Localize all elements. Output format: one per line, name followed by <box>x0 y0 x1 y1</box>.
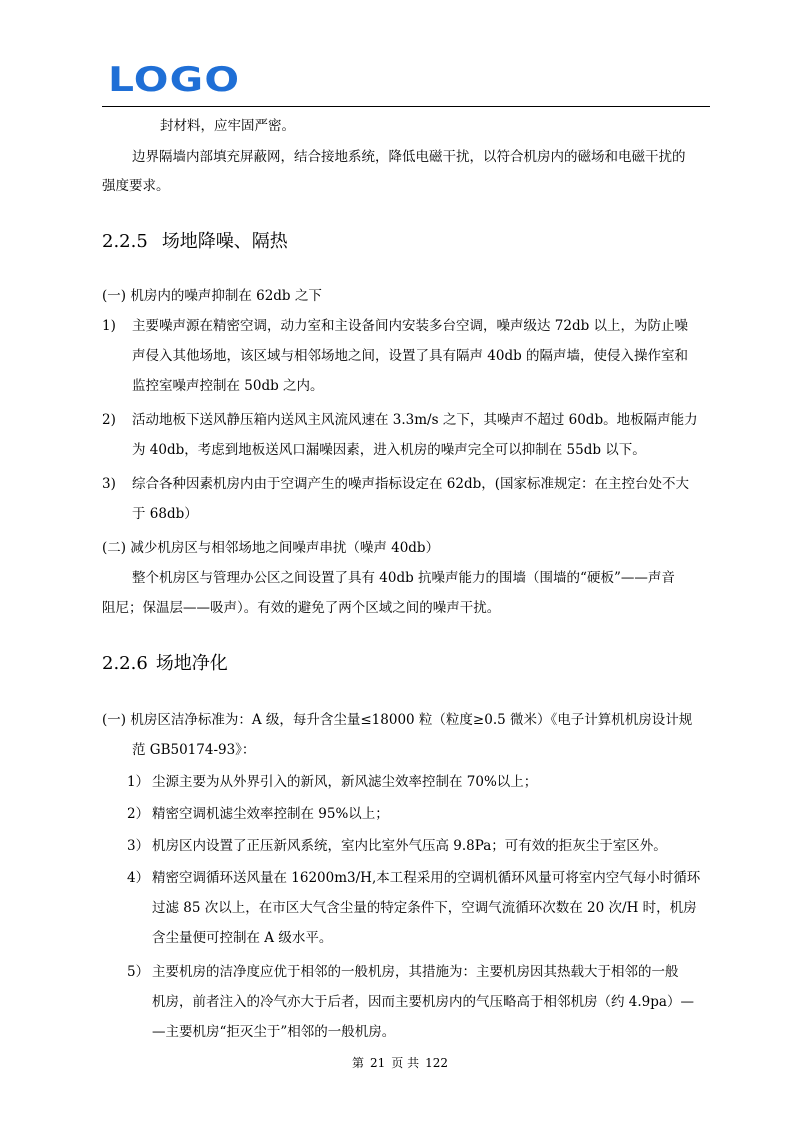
footer-total-pages: 122 <box>425 1056 449 1070</box>
subsection-line: (一) 机房区洁净标准为：A 级，每升含尘量≤18000 粒（粒度≥0.5 微米）《电子计算机机房设计规 <box>102 712 693 728</box>
list-item-line: 为 40db，考虑到地板送风口漏噪因素，进入机房的噪声完全可以抑制在 55db 以下。 <box>132 442 646 458</box>
list-item-line: 于 68db） <box>132 506 198 522</box>
paragraph-line: 封材料，应牢固严密。 <box>160 118 295 134</box>
section-number: 2.2.6 <box>102 653 148 674</box>
list-item-line: 含尘量便可控制在 A 级水平。 <box>152 930 333 946</box>
list-number: 2） <box>127 806 150 822</box>
list-item-line: 活动地板下送风静压箱内送风主风流风速在 3.3m/s 之下，其噪声不超过 60db。地板隔声能力 <box>132 412 698 428</box>
list-item-line: 主要机房的洁净度应优于相邻的一般机房，其措施为：主要机房因其热载大于相邻的一般 <box>152 964 679 980</box>
list-item-line: 机房区内设置了正压新风系统，室内比室外气压高 9.8Pa；可有效的拒灰尘于室区外。 <box>152 838 667 854</box>
paragraph-line: 范 GB50174-93》： <box>132 742 256 758</box>
section-heading <box>102 652 228 676</box>
list-number: 1) <box>102 318 116 334</box>
section-title: 场地降噪、隔热 <box>161 231 288 252</box>
paragraph-line: 阻尼；保温层——吸声）。有效的避免了两个区域之间的噪声干扰。 <box>102 600 501 616</box>
footer-prefix: 第 <box>351 1056 364 1070</box>
list-number: 5） <box>127 964 150 980</box>
list-number: 1） <box>127 774 150 790</box>
list-item-line: 主要噪声源在精密空调，动力室和主设备间内安装多台空调，噪声级达 72db 以上，为防止噪 <box>132 318 689 334</box>
list-item-line: 精密空调循环送风量在 16200m3/H,本工程采用的空调机循环风量可将室内空气每小时循环 <box>152 870 701 886</box>
list-item-line: —主要机房“拒灭尘于”相邻的一般机房。 <box>152 1024 396 1040</box>
section-title: 场地净化 <box>155 653 228 674</box>
list-item-line: 声侵入其他场地，该区域与相邻场地之间，设置了具有隔声 40db 的隔声墙，使侵入操作室和 <box>132 348 689 364</box>
list-number: 2) <box>102 412 116 428</box>
subsection-line: (一) 机房内的噪声抑制在 62db 之下 <box>102 288 322 304</box>
paragraph-line: 强度要求。 <box>102 178 170 194</box>
footer-page-number: 21 <box>370 1056 386 1070</box>
footer-middle: 页 共 <box>391 1056 420 1070</box>
paragraph-line: 整个机房区与管理办公区之间设置了具有 40db 抗噪声能力的围墙（围墙的“硬板”——声音 <box>132 570 675 586</box>
section-number: 2.2.5 <box>102 231 148 252</box>
list-item-line: 综合各种因素机房内由于空调产生的噪声指标设定在 62db，(国家标准规定：在主控台处不大 <box>132 476 690 492</box>
list-number: 3） <box>127 838 150 854</box>
list-item-line: 监控室噪声控制在 50db 之内。 <box>132 378 324 394</box>
list-item-line: 过滤 85 次以上，在市区大气含尘量的特定条件下，空调气流循环次数在 20 次/H 时，机房 <box>152 900 697 916</box>
list-number: 4） <box>127 870 150 886</box>
page-footer <box>0 1054 800 1071</box>
list-item-line: 机房，前者注入的冷气亦大于后者，因而主要机房内的气压略高于相邻机房（约 4.9pa）— <box>152 994 694 1010</box>
paragraph-line: 边界隔墙内部填充屏蔽网，结合接地系统，降低电磁干扰，以符合机房内的磁场和电磁干扰的 <box>132 149 686 165</box>
list-number: 3) <box>102 476 116 492</box>
subsection-line: (二) 减少机房区与相邻场地之间噪声串扰（噪声 40db） <box>102 540 440 556</box>
section-heading <box>102 230 288 254</box>
list-item-line: 精密空调机滤尘效率控制在 95%以上； <box>152 806 389 822</box>
logo: LOGO <box>108 60 241 100</box>
header-rule <box>102 106 710 107</box>
list-item-line: 尘源主要为从外界引入的新风，新风滤尘效率控制在 70%以上； <box>152 774 538 790</box>
